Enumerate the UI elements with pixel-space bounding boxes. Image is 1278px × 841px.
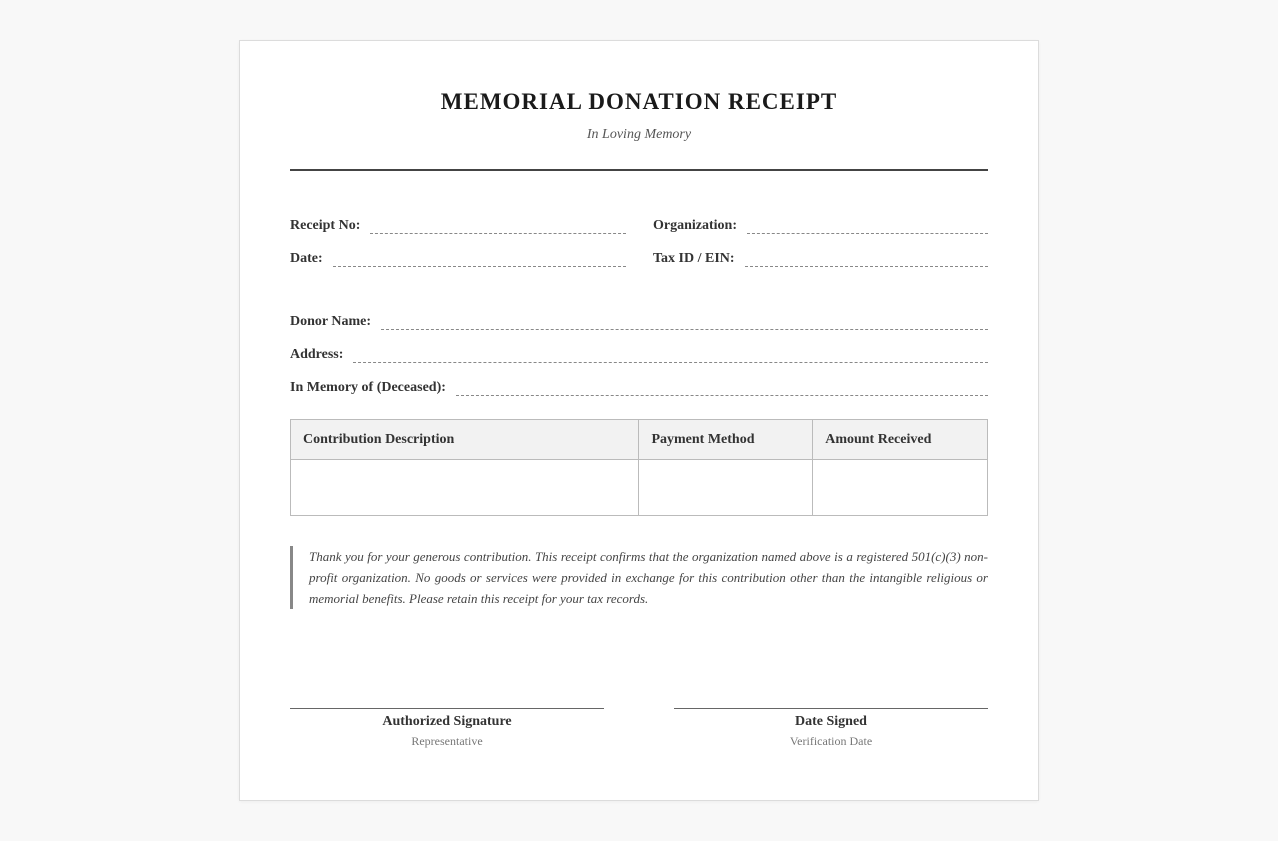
date-line[interactable] (333, 266, 626, 267)
page-title: MEMORIAL DONATION RECEIPT (440, 89, 838, 114)
header-divider (290, 169, 988, 171)
receipt-no-line[interactable] (370, 233, 626, 234)
receipt-no-label: Receipt No: (290, 218, 361, 233)
col-amount-received: Amount Received (813, 420, 988, 460)
tax-id-label: Tax ID / EIN: (653, 251, 735, 266)
tax-id-line[interactable] (745, 266, 988, 267)
date-label: Date: (290, 251, 323, 266)
date-signed-line[interactable] (674, 708, 988, 709)
in-memory-label: In Memory of (Deceased): (290, 380, 446, 395)
organization-field[interactable] (653, 214, 988, 234)
cell-payment-method[interactable] (639, 460, 813, 516)
date-signed-label: Date Signed (795, 714, 867, 729)
authorized-signature-block (290, 708, 604, 749)
page-subtitle: In Loving Memory (586, 127, 692, 142)
donor-name-line[interactable] (381, 329, 988, 330)
address-line[interactable] (353, 362, 988, 363)
contribution-table (290, 419, 988, 516)
in-memory-field[interactable] (290, 376, 988, 396)
col-payment-method: Payment Method (639, 420, 813, 460)
authorized-signature-label: Authorized Signature (382, 714, 512, 729)
authorized-signature-line[interactable] (290, 708, 604, 709)
date-field[interactable] (290, 247, 626, 267)
date-signed-block (674, 708, 988, 749)
col-contribution-description: Contribution Description (291, 420, 639, 460)
receipt-no-field[interactable] (290, 214, 626, 234)
date-signed-sub: Verification Date (789, 734, 873, 748)
donor-name-field[interactable] (290, 310, 988, 330)
address-field[interactable] (290, 343, 988, 363)
tax-note: Thank you for your generous contribution. This receipt confirms that the organization named above is a registered 501(c)(3) non-profit organization. No goods or services were provided in exchange for this contribution other than the intangible religious or memorial benefits. Please retain this receipt for your tax records. (290, 546, 988, 609)
receipt-page (239, 40, 1039, 801)
address-label: Address: (290, 347, 344, 362)
in-memory-line[interactable] (456, 395, 988, 396)
donor-name-label: Donor Name: (290, 314, 372, 329)
cell-contribution-description[interactable] (291, 460, 639, 516)
organization-label: Organization: (653, 218, 737, 233)
cell-amount-received[interactable] (813, 460, 988, 516)
authorized-signature-sub: Representative (411, 734, 483, 748)
table-row (291, 460, 988, 516)
tax-id-field[interactable] (653, 247, 988, 267)
table-header-row (291, 420, 988, 460)
organization-line[interactable] (747, 233, 988, 234)
